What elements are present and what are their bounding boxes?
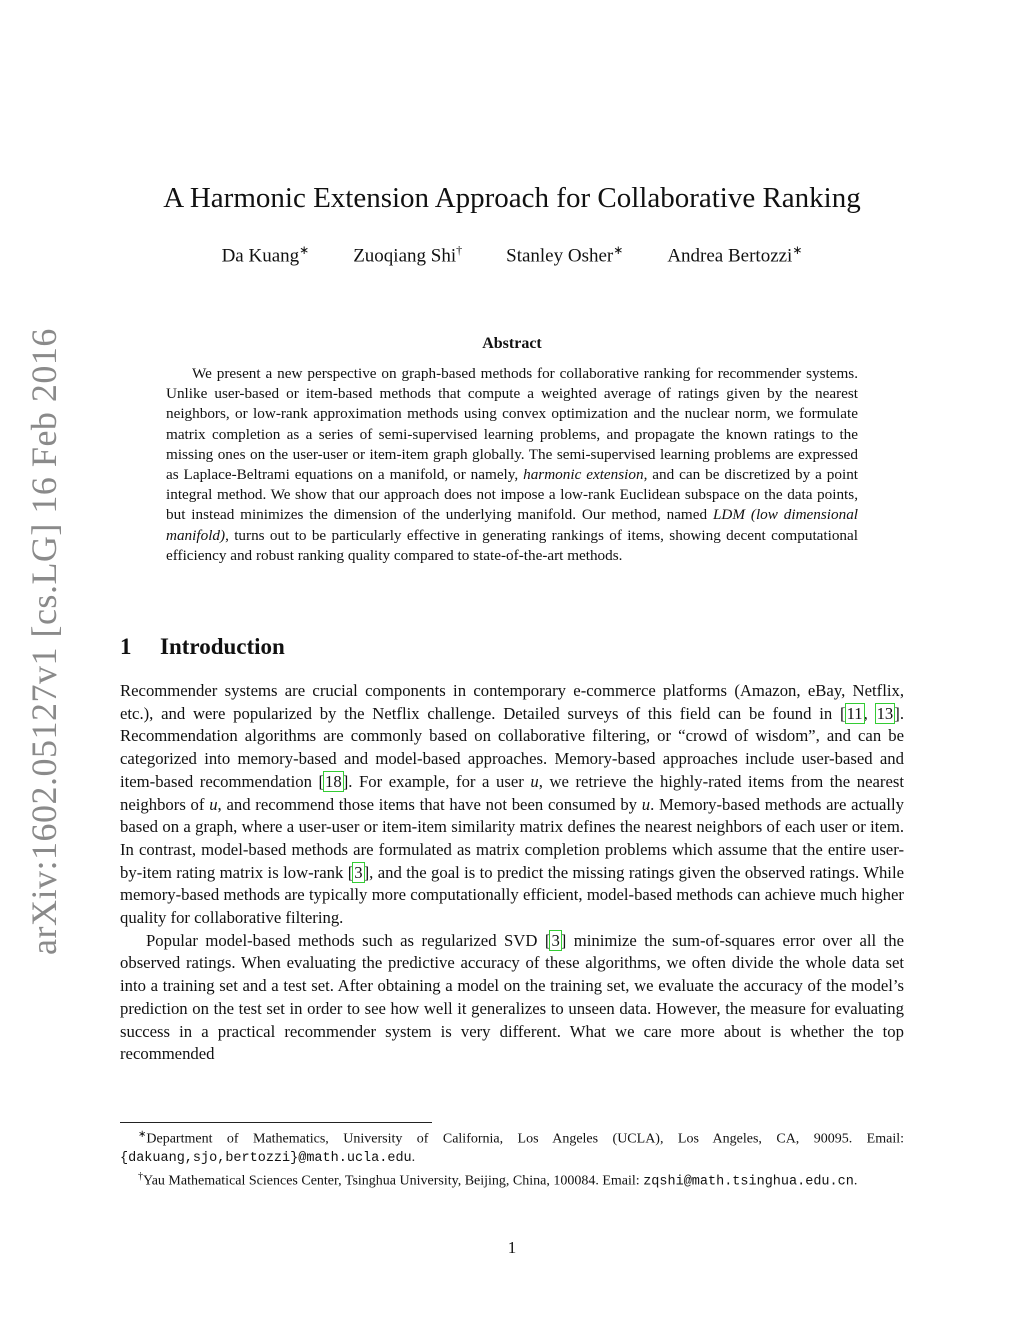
footnote-divider (120, 1122, 432, 1123)
footnote-text: . (853, 1174, 858, 1190)
email-address[interactable]: {dakuang,sjo,bertozzi}@math.ucla.edu (120, 1151, 412, 1167)
section-number: 1 (120, 634, 132, 659)
abstract-paragraph (166, 364, 858, 566)
footnote-2 (120, 1168, 904, 1192)
paper-title: A Harmonic Extension Approach for Collaborative Ranking (163, 182, 861, 214)
author-2 (353, 243, 462, 267)
author-3 (506, 243, 623, 267)
section-title: Introduction (160, 634, 285, 659)
text: , we retrieve the highly-rated items from the nearest neighbors of (120, 771, 904, 814)
harmonic-extension-term: harmonic extension (523, 466, 644, 484)
text: , (863, 703, 876, 723)
text: , and recommend those items that have not been consumed by (217, 794, 642, 814)
text: . Memory-based methods are actually based on a graph, where a user-user or item-item similarity matrix defines the nearest neighbors of each user or item. In contrast, model-based methods are formulated as matrix completion problems which assume that the entire user-by-item rating matrix is low-rank [ (120, 794, 905, 882)
footnote-text: Yau Mathematical Sciences Center, Tsinghua University, Beijing, China, 100084. Email: (143, 1174, 644, 1190)
text: ], and the goal is to predict the missing ratings given the observed ratings. While memory-based methods are typically more computationally efficient, model-based methods can achieve much higher quality for collaborative filtering. (120, 862, 904, 928)
citation-link[interactable]: 13 (876, 703, 894, 723)
text: Recommender systems are crucial components in contemporary e-commerce platforms (Amazon, eBay, Netflix, etc.), and were popularized by the Netflix challenge. Detailed surveys of this field can be found in [ (120, 681, 904, 723)
page-number: 1 (507, 1238, 517, 1257)
text: ] minimize the sum-of-squares error over all the observed ratings. When evaluating the predictive accuracy of these algorithms, we often divide the whole data set into a training set and a test set. After obtaining a model on the training set, we evaluate the accuracy of the model’s prediction on the test set in order to see how well it generalizes to unseen data. However, the measure for evaluating success in a practical recommender system is very different. What we care more about is whether the top recommended (120, 930, 904, 1064)
citation-link[interactable]: 3 (354, 862, 363, 882)
footnotes (120, 1126, 904, 1193)
abstract-text: We present a new perspective on graph-based methods for collaborative ranking for recommender systems. Unlike user-based or item-based methods that compute a weighted average of ratings given by the nearest neighbors, or low-rank approximation methods using convex optimization and the nuclear norm, we formulate matrix completion as a series of semi-supervised learning problems, and propagate the known ratings to the missing ones on the user-user or item-item graph globally. The semi-supervised learning problems are expressed as Laplace-Beltrami equations on a manifold, or namely, (166, 365, 858, 484)
citation-link[interactable]: 18 (325, 771, 342, 791)
affiliation-mark: ∗ (792, 243, 803, 257)
arxiv-identifier-stamp: arXiv:1602.05127v1 [cs.LG] 16 Feb 2016 (24, 328, 64, 955)
author-name: Da Kuang (221, 245, 300, 267)
footnote-1 (120, 1126, 904, 1168)
footnote-text: Department of Mathematics, University of California, Los Angeles (UCLA), Los Angeles, CA, 90095. Email: (146, 1131, 904, 1147)
affiliation-mark: ∗ (613, 243, 624, 257)
paragraph (120, 930, 904, 1066)
affiliation-mark: † (456, 243, 463, 257)
text: Popular model-based methods such as regularized SVD [ (146, 930, 551, 950)
citation-link[interactable]: 11 (846, 703, 863, 723)
ldm-term: LDM (low dimensional manifold) (166, 506, 859, 544)
author-1 (222, 243, 310, 267)
footnote-mark: ∗ (138, 1129, 147, 1140)
introduction-body (120, 680, 904, 1066)
author-name: Andrea Bertozzi (667, 245, 793, 267)
abstract-body (166, 364, 858, 566)
text: ]. For example, for a user (342, 771, 531, 791)
footnote-text: . (411, 1150, 416, 1166)
author-name: Zuoqiang Shi (353, 245, 457, 267)
email-address[interactable]: zqshi@math.tsinghua.edu.cn (643, 1175, 854, 1191)
abstract-text: , and can be discretized by a point integral method. We show that our approach does not impose a low-rank Euclidean subspace on the data points, but instead minimizes the dimension of the underlying manifold. Our method, named (166, 466, 859, 524)
citation-link[interactable]: 3 (551, 930, 560, 950)
abstract-heading: Abstract (482, 335, 542, 352)
math-variable: u (641, 794, 651, 814)
section-heading (120, 634, 720, 660)
author-4 (667, 243, 802, 267)
paragraph (120, 680, 904, 930)
math-variable: u (209, 794, 218, 814)
math-variable: u (530, 771, 539, 791)
author-name: Stanley Osher (506, 245, 614, 267)
author-list (120, 243, 904, 267)
affiliation-mark: ∗ (299, 243, 310, 257)
text: ]. Recommendation algorithms are commonly based on collaborative filtering, or “crowd of wisdom”, and can be categorized into memory-based and model-based approaches. Memory-based approaches include user-based and item-based recommendation [ (120, 703, 904, 791)
footnote-mark: † (138, 1171, 143, 1183)
abstract-text: , turns out to be particularly effective in generating rankings of items, showing decent computational efficiency and robust ranking quality compared to state-of-the-art methods. (166, 526, 858, 564)
